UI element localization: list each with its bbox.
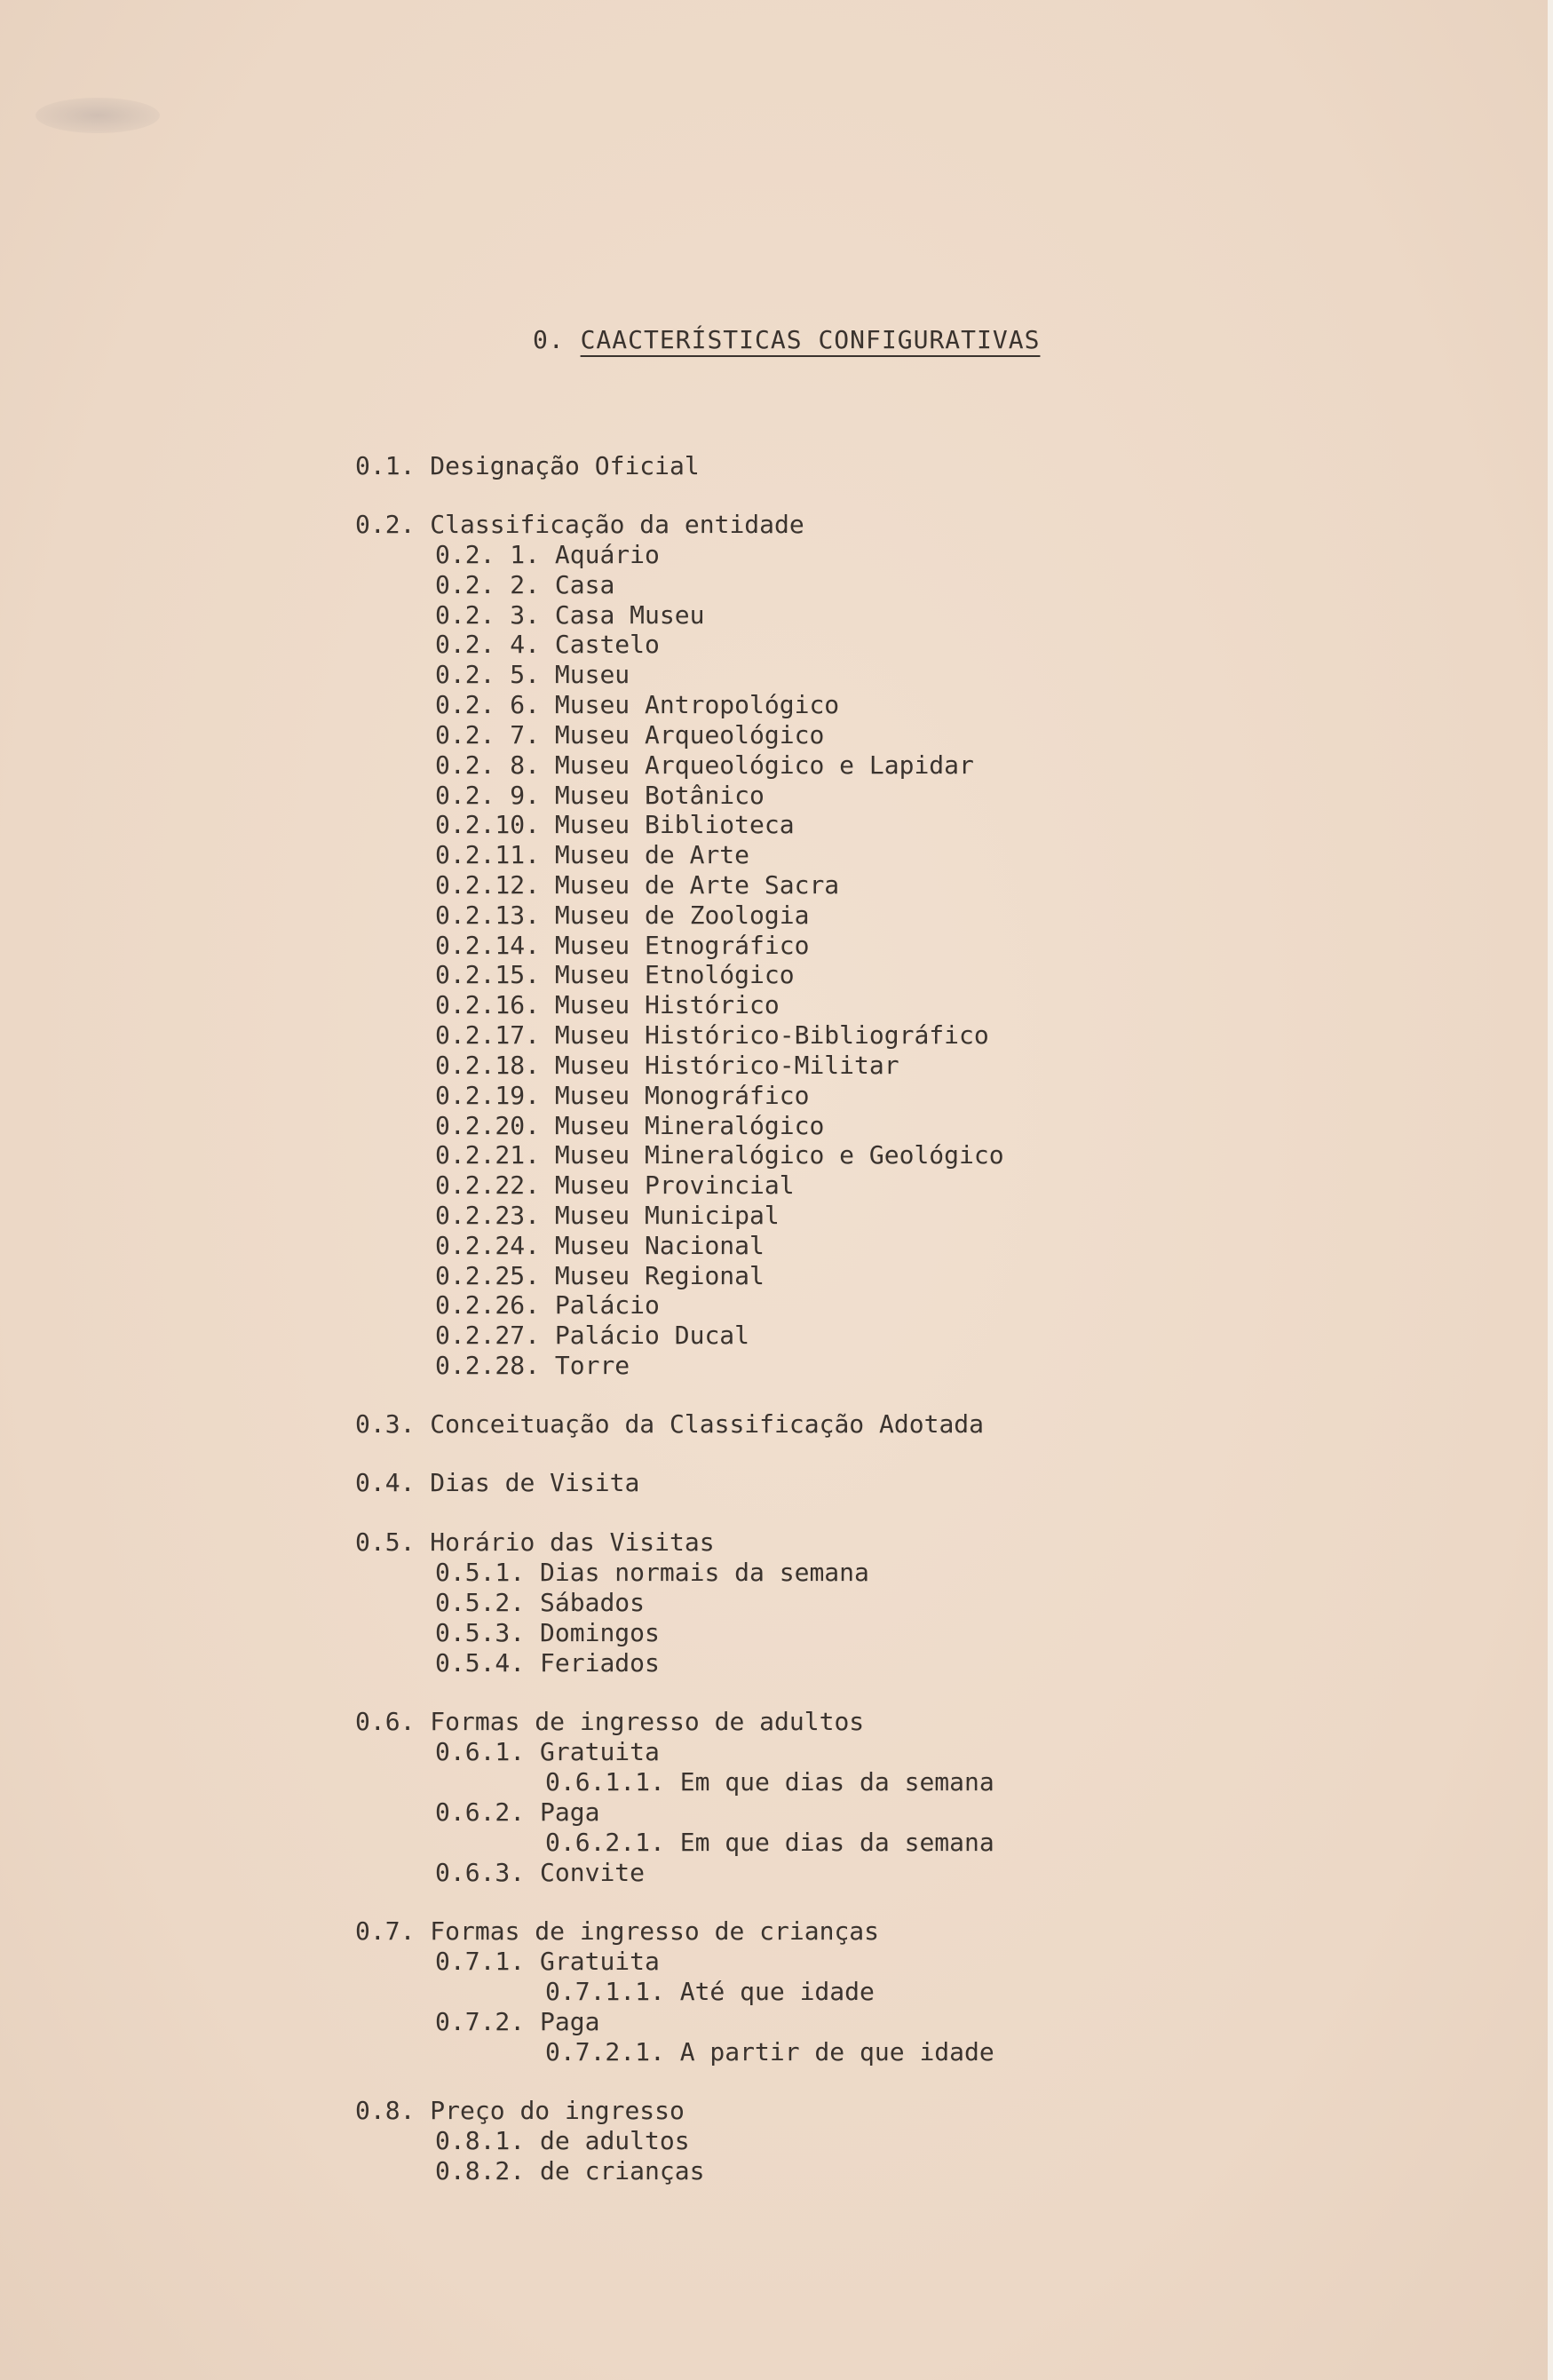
outline-item-text: Museu Nacional — [554, 1231, 765, 1260]
outline-item-text: Palácio Ducal — [554, 1321, 750, 1350]
outline-item — [435, 1231, 765, 1261]
outline-item — [435, 540, 660, 570]
outline-item-number: 0.2.14. — [435, 931, 541, 960]
outline-item-number: 0.7.1. — [435, 1947, 526, 1976]
outline-item-text: Museu Arqueológico — [554, 720, 825, 750]
outline-item-number: 0.2.26. — [435, 1290, 541, 1320]
outline-item-text: Casa — [554, 570, 615, 599]
outline-item — [545, 1767, 994, 1797]
outline-item — [435, 1081, 809, 1111]
outline-item-number: 0.2. — [355, 510, 416, 539]
outline-item-number: 0.2.23. — [435, 1201, 541, 1230]
outline-item — [435, 1648, 660, 1678]
outline-item — [435, 840, 749, 870]
outline-item — [435, 1321, 749, 1351]
outline-item-text: Paga — [540, 1797, 600, 1827]
outline-item-number: 0.2. 3. — [435, 600, 541, 630]
outline-item — [435, 750, 974, 781]
outline-item-text: Museu de Arte — [554, 840, 750, 869]
outline-item — [435, 960, 795, 990]
outline-item — [435, 1558, 869, 1588]
outline-item-number: 0.6.2. — [435, 1797, 526, 1827]
outline-item-number: 0.2.10. — [435, 810, 541, 839]
outline-item-text: Museu de Arte Sacra — [554, 870, 840, 900]
outline-item — [545, 2037, 994, 2067]
outline-item — [435, 2007, 599, 2037]
outline-item — [435, 1140, 1004, 1170]
outline-item — [545, 1828, 994, 1858]
outline-item-number: 0.2.27. — [435, 1321, 541, 1350]
outline-item-text: Museu Monográfico — [554, 1081, 810, 1110]
outline-item — [435, 2156, 704, 2186]
outline-item-number: 0.7.2.1. — [545, 2037, 665, 2067]
outline-item — [435, 810, 795, 840]
outline-item-text: Gratuita — [540, 1947, 660, 1976]
outline-item — [435, 1351, 630, 1381]
outline-item-text: Museu Municipal — [554, 1201, 780, 1230]
outline-item-text: Casa Museu — [554, 600, 705, 630]
outline-item-number: 0.2. 5. — [435, 660, 541, 689]
outline-item-text: Museu Etnográfico — [554, 931, 810, 960]
outline-item-number: 0.2.18. — [435, 1051, 541, 1080]
outline-item — [435, 900, 809, 931]
outline-item — [435, 1290, 660, 1321]
outline-item — [435, 990, 780, 1020]
outline-item — [435, 1618, 660, 1648]
outline-item-text: Em que dias da semana — [679, 1828, 994, 1857]
outline-item — [435, 781, 765, 811]
outline-item-number: 0.5.1. — [435, 1558, 526, 1587]
outline-item-number: 0.5.3. — [435, 1618, 526, 1647]
outline-item-text: A partir de que idade — [679, 2037, 994, 2067]
outline-item-text: Museu Histórico — [554, 990, 780, 1019]
outline-item-text: Domingos — [540, 1618, 660, 1647]
outline-item-text: Dias normais da semana — [540, 1558, 869, 1587]
outline-item — [545, 1977, 875, 2007]
outline-item-number: 0.2.25. — [435, 1261, 541, 1290]
outline-item-number: 0.6.2.1. — [545, 1828, 665, 1857]
outline-item — [435, 660, 630, 690]
outline-item — [435, 1737, 660, 1767]
outline-item-number: 0.2.11. — [435, 840, 541, 869]
outline-item — [355, 1916, 879, 1947]
outline-item-text: Conceituação da Classificação Adotada — [430, 1409, 985, 1439]
outline-item-text: Museu Arqueológico e Lapidar — [554, 750, 974, 780]
outline-item — [355, 451, 700, 481]
outline-item-number: 0.4. — [355, 1468, 416, 1497]
outline-item-number: 0.5.2. — [435, 1588, 526, 1617]
outline-item-text: Horário das Visitas — [430, 1527, 715, 1557]
outline-item-text: Museu Mineralógico e Geológico — [554, 1140, 1004, 1170]
outline-item-number: 0.2.17. — [435, 1020, 541, 1050]
outline-item — [435, 630, 660, 660]
outline-item — [435, 870, 839, 900]
outline-item-number: 0.8. — [355, 2096, 416, 2125]
outline-item — [355, 1707, 864, 1737]
outline-item — [435, 1947, 660, 1977]
outline-item-text: Formas de ingresso de crianças — [430, 1916, 880, 1946]
outline-item-text: Palácio — [554, 1290, 660, 1320]
outline-item-text: Sábados — [540, 1588, 646, 1617]
outline-item-text: Museu Mineralógico — [554, 1111, 825, 1140]
outline-item-text: Gratuita — [540, 1737, 660, 1766]
outline-item — [355, 1527, 715, 1558]
outline-item-number: 0.8.2. — [435, 2156, 526, 2186]
outline-item-number: 0.7.2. — [435, 2007, 526, 2036]
outline-item — [435, 690, 839, 720]
outline-item-text: Formas de ingresso de adultos — [430, 1707, 865, 1736]
outline-item-number: 0.2. 9. — [435, 781, 541, 810]
outline-item-text: Torre — [554, 1351, 630, 1380]
outline-item-text: Convite — [540, 1858, 646, 1887]
outline-item — [435, 600, 704, 631]
outline-item-text: Feriados — [540, 1648, 660, 1678]
outline-item-number: 0.2. 6. — [435, 690, 541, 719]
outline-item-text: Até que idade — [679, 1977, 875, 2006]
outline-item — [435, 570, 614, 600]
outline-item-number: 0.2. 1. — [435, 540, 541, 569]
outline-item-number: 0.6. — [355, 1707, 416, 1736]
outline-item-text: Museu Etnológico — [554, 960, 795, 989]
outline-item-number: 0.2.16. — [435, 990, 541, 1019]
outline-item-text: de adultos — [540, 2126, 690, 2155]
outline-item-number: 0.5.4. — [435, 1648, 526, 1678]
outline-item — [435, 1588, 645, 1618]
outline-item-text: Em que dias da semana — [679, 1767, 994, 1797]
outline-item-number: 0.2. 7. — [435, 720, 541, 750]
outline-item-number: 0.7. — [355, 1916, 416, 1946]
outline-item — [435, 1201, 780, 1231]
outline-item — [435, 1858, 645, 1888]
outline-item-number: 0.7.1.1. — [545, 1977, 665, 2006]
outline-item — [435, 1261, 765, 1291]
outline-item-text: Museu Regional — [554, 1261, 765, 1290]
outline-item-number: 0.2.20. — [435, 1111, 541, 1140]
paper-smudge — [36, 98, 160, 133]
outline-item-number: 0.2.22. — [435, 1170, 541, 1200]
outline-item — [435, 1111, 824, 1141]
outline-item-number: 0.2.21. — [435, 1140, 541, 1170]
outline-item-number: 0.2.12. — [435, 870, 541, 900]
title-prefix: 0. — [533, 325, 581, 354]
outline-item-text: de crianças — [540, 2156, 705, 2186]
title-text: CAACTERÍSTICAS CONFIGURATIVAS — [580, 325, 1041, 354]
outline-item-number: 0.2. 2. — [435, 570, 541, 599]
outline-item — [435, 2126, 690, 2156]
outline-item — [355, 1409, 984, 1440]
outline-item-text: Museu — [554, 660, 630, 689]
outline-item — [355, 510, 804, 540]
outline-item-text: Castelo — [554, 630, 660, 659]
outline-item-text: Paga — [540, 2007, 600, 2036]
outline-item-number: 0.8.1. — [435, 2126, 526, 2155]
outline-item-number: 0.2.24. — [435, 1231, 541, 1260]
outline-item-text: Museu Provincial — [554, 1170, 795, 1200]
outline-item-text: Museu Botânico — [554, 781, 765, 810]
outline-item — [355, 2096, 685, 2126]
outline-item — [435, 931, 809, 961]
paper-edge — [1548, 0, 1553, 2380]
outline-item — [435, 1170, 795, 1201]
outline-item-text: Dias de Visita — [430, 1468, 640, 1497]
outline-item-number: 0.2.13. — [435, 900, 541, 930]
outline-item-text: Classificação da entidade — [430, 510, 804, 539]
outline-item-number: 0.2. 4. — [435, 630, 541, 659]
outline-item-text: Museu de Zoologia — [554, 900, 810, 930]
outline-item — [435, 1020, 989, 1051]
outline-item-number: 0.3. — [355, 1409, 416, 1439]
outline-item-number: 0.6.3. — [435, 1858, 526, 1887]
outline-item-number: 0.2.19. — [435, 1081, 541, 1110]
outline-item-text: Museu Biblioteca — [554, 810, 795, 839]
outline-item-number: 0.5. — [355, 1527, 416, 1557]
outline-item-text: Museu Histórico-Militar — [554, 1051, 899, 1080]
outline-item-number: 0.2.15. — [435, 960, 541, 989]
page-title — [533, 325, 1040, 354]
outline-item-number: 0.2.28. — [435, 1351, 541, 1380]
outline-item-number: 0.6.1.1. — [545, 1767, 665, 1797]
outline-item — [355, 1468, 639, 1498]
outline-item-text: Museu Histórico-Bibliográfico — [554, 1020, 989, 1050]
outline-item-text: Aquário — [554, 540, 660, 569]
outline-item — [435, 1051, 899, 1081]
outline-item — [435, 1797, 599, 1828]
outline-item-number: 0.2. 8. — [435, 750, 541, 780]
outline-item-text: Designação Oficial — [430, 451, 700, 480]
outline-item-number: 0.1. — [355, 451, 416, 480]
outline-item — [435, 720, 824, 750]
outline-item-text: Preço do ingresso — [430, 2096, 685, 2125]
outline-item-number: 0.6.1. — [435, 1737, 526, 1766]
outline-item-text: Museu Antropológico — [554, 690, 840, 719]
